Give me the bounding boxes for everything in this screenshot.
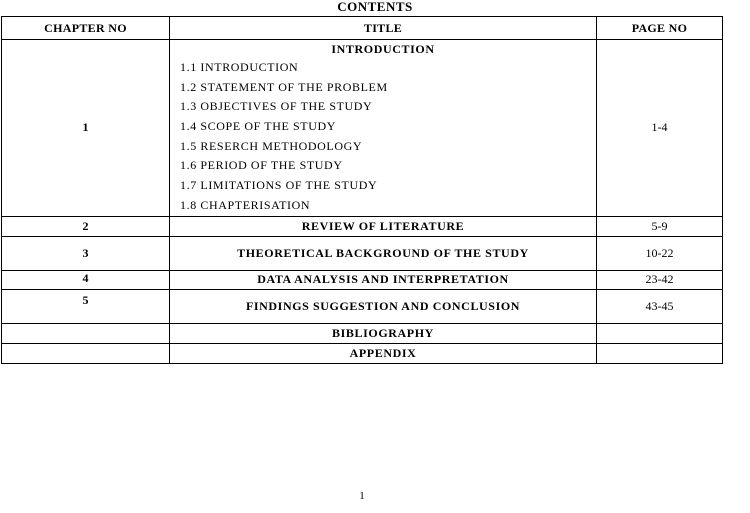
section-item: 1.3 OBJECTIVES OF THE STUDY xyxy=(180,99,373,114)
page-number: 1 xyxy=(359,490,365,502)
appendix-title: APPENDIX xyxy=(170,343,597,363)
empty-cell xyxy=(597,343,723,363)
page-range: 10-22 xyxy=(597,236,723,270)
page-range: 43-45 xyxy=(597,289,723,323)
section-item: 1.8 CHAPTERISATION xyxy=(180,197,311,212)
appendix-row xyxy=(2,343,723,363)
contents-heading: CONTENTS xyxy=(337,0,413,14)
chapter-number: 3 xyxy=(2,236,170,270)
page-no-header: PAGE NO xyxy=(597,17,723,40)
bibliography-title: BIBLIOGRAPHY xyxy=(170,323,597,343)
header-row xyxy=(2,17,723,40)
section-item: 1.2 STATEMENT OF THE PROBLEM xyxy=(180,79,388,94)
chapter-title: INTRODUCTION xyxy=(331,42,435,56)
chapter-number: 1 xyxy=(2,40,170,217)
section-item: 1.4 SCOPE OF THE STUDY xyxy=(180,119,336,134)
empty-cell xyxy=(2,343,170,363)
chapter-row-3 xyxy=(2,236,723,270)
chapter-no-header: CHAPTER NO xyxy=(2,17,170,40)
chapter-number: 4 xyxy=(2,270,170,289)
empty-cell xyxy=(597,323,723,343)
page-range: 5-9 xyxy=(597,216,723,236)
section-item: 1.5 RESERCH METHODOLOGY xyxy=(180,138,363,153)
chapter-number: 2 xyxy=(2,216,170,236)
section-item: 1.1 INTRODUCTION xyxy=(180,60,299,74)
empty-cell xyxy=(2,323,170,343)
chapter-number: 5 xyxy=(2,289,170,323)
page-range: 1-4 xyxy=(597,40,723,217)
chapter-row-1 xyxy=(2,40,723,217)
chapter-title: FINDINGS SUGGESTION AND CONCLUSION xyxy=(170,289,597,323)
chapter-title: REVIEW OF LITERATURE xyxy=(170,216,597,236)
chapter-row-4 xyxy=(2,270,723,289)
bibliography-row xyxy=(2,323,723,343)
chapter-1-contents xyxy=(170,40,597,217)
chapter-row-5 xyxy=(2,289,723,323)
chapter-row-2 xyxy=(2,216,723,236)
chapter-title: THEORETICAL BACKGROUND OF THE STUDY xyxy=(170,236,597,270)
section-item: 1.7 LIMITATIONS OF THE STUDY xyxy=(180,178,378,193)
section-item: 1.6 PERIOD OF THE STUDY xyxy=(180,158,343,173)
title-header: TITLE xyxy=(170,17,597,40)
page-range: 23-42 xyxy=(597,270,723,289)
chapter-title: DATA ANALYSIS AND INTERPRETATION xyxy=(170,270,597,289)
contents-table xyxy=(1,16,723,364)
